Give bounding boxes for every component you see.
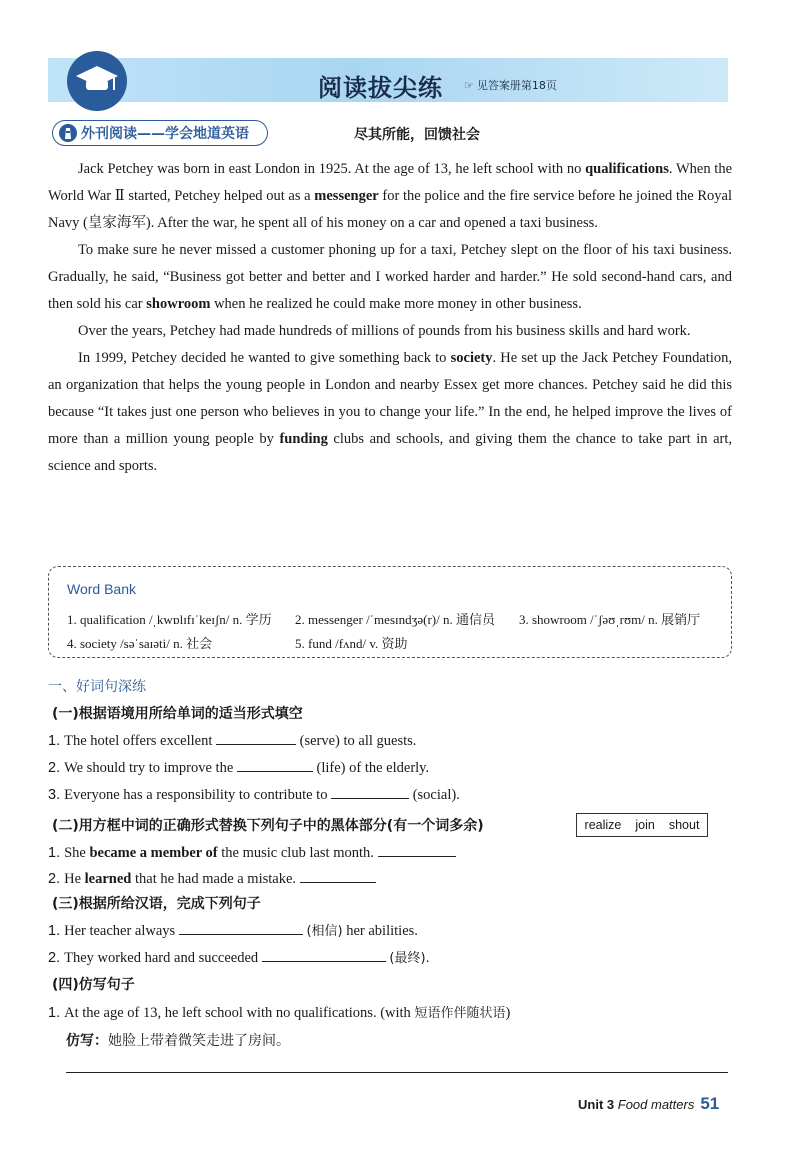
part2-title: (二)用方框中词的正确形式替换下列句子中的黑体部分(有一个词多余): [52, 818, 484, 834]
question: 2. We should try to improve the (life) of the elderly.: [48, 757, 429, 777]
word-bank-item: 4. society /səˈsaɪəti/ n. 社会: [67, 636, 213, 651]
question: 1. At the age of 13, he left school with no qualifications. (with 短语作伴随状语): [48, 1005, 511, 1021]
word-bank-item: 3. showroom /ˈʃəʊˌrʊm/ n. 展销厅: [519, 612, 701, 627]
section-tag-label: 外刊阅读——学会地道英语: [81, 126, 249, 142]
paragraph-4: In 1999, Petchey decided he wanted to give something back to society. He set up the Jack Petchey Foundation, an organization that helps the young people in London and nearby Essex get more chances. Petchey said he did this because “It takes just one person who believes in you to change your life.” In the end, he helped improve the lives of more than a million young people by funding clubs and schools, and giving them the chance to take part in art, science and sports.: [48, 350, 732, 474]
question: 2. He learned that he had made a mistake.: [48, 868, 376, 888]
answer-blank[interactable]: [216, 730, 296, 745]
part3-title: (三)根据所给汉语，完成下列句子: [52, 896, 261, 912]
answer-blank[interactable]: [378, 842, 456, 857]
word-bank-item: 1. qualification /ˌkwɒlɪfɪˈkeɪʃn/ n. 学历: [67, 612, 272, 627]
question: 3. Everyone has a responsibility to contribute to (social).: [48, 784, 460, 804]
paragraph-2: To make sure he never missed a customer phoning up for a taxi, Petchey slept on the floor of his taxi business. Gradually, he said, “Business got better and better and I worked harder and harder.” He sold second-hand cars, and then sold his car showroom when he realized he could make more money in other business.: [48, 242, 732, 312]
answer-blank[interactable]: [300, 868, 376, 883]
word-bank-title: Word Bank: [67, 581, 136, 597]
word-bank: [48, 566, 732, 658]
article-title: 尽其所能，回馈社会: [354, 127, 480, 143]
section-tag: [52, 120, 268, 146]
word-bank-row: [67, 609, 700, 628]
answer-blank[interactable]: [262, 947, 386, 962]
part4-title: (四)仿写句子: [52, 977, 135, 993]
word-choice-box: [576, 813, 708, 837]
lighthouse-icon: [59, 124, 77, 142]
paragraph-1: Jack Petchey was born in east London in 1925. At the age of 13, he left school with no qualifications. When the World War Ⅱ started, Petchey helped out as a messenger for the police and the fire service before he joined the Royal Navy (皇家海军). After the war, he spent all of his money on a car and opened a taxi business.: [48, 161, 733, 231]
pointing-hand-icon: ☞: [464, 79, 474, 92]
word-bank-item: 2. messenger /ˈmesɪndʒə(r)/ n. 通信员: [295, 612, 496, 627]
imitation-prompt: 仿写：她脸上带着微笑走进了房间。: [66, 1033, 290, 1049]
answer-blank[interactable]: [237, 757, 313, 772]
page-footer: Unit 3 Food matters 51: [578, 1094, 720, 1113]
article-body: [48, 156, 732, 480]
word-choice: shout: [668, 818, 700, 832]
question: 2. They worked hard and succeeded (最终).: [48, 947, 430, 967]
word-bank-item: 5. fund /fʌnd/ v. 资助: [295, 636, 408, 651]
word-choice: join: [635, 818, 655, 832]
answer-line[interactable]: [66, 1072, 728, 1073]
exercise-heading: 一、好词句深练: [48, 679, 146, 695]
word-choice: realize: [584, 818, 622, 832]
part1-title: (一)根据语境用所给单词的适当形式填空: [52, 706, 303, 722]
answer-blank[interactable]: [331, 784, 409, 799]
answer-reference: ☞ 见答案册第18页: [464, 79, 557, 92]
word-bank-row: [67, 633, 408, 652]
answer-blank[interactable]: [179, 920, 303, 935]
graduation-cap-icon: [64, 48, 130, 114]
banner-title: 阅读拔尖练: [318, 74, 443, 102]
question: 1. She became a member of the music club last month.: [48, 842, 456, 862]
question: 1. The hotel offers excellent (serve) to all guests.: [48, 730, 416, 750]
question: 1. Her teacher always (相信) her abilities.: [48, 920, 418, 940]
page-number: 51: [700, 1094, 720, 1113]
paragraph-3: Over the years, Petchey had made hundreds of millions of pounds from his business skills and hard work.: [78, 323, 691, 339]
